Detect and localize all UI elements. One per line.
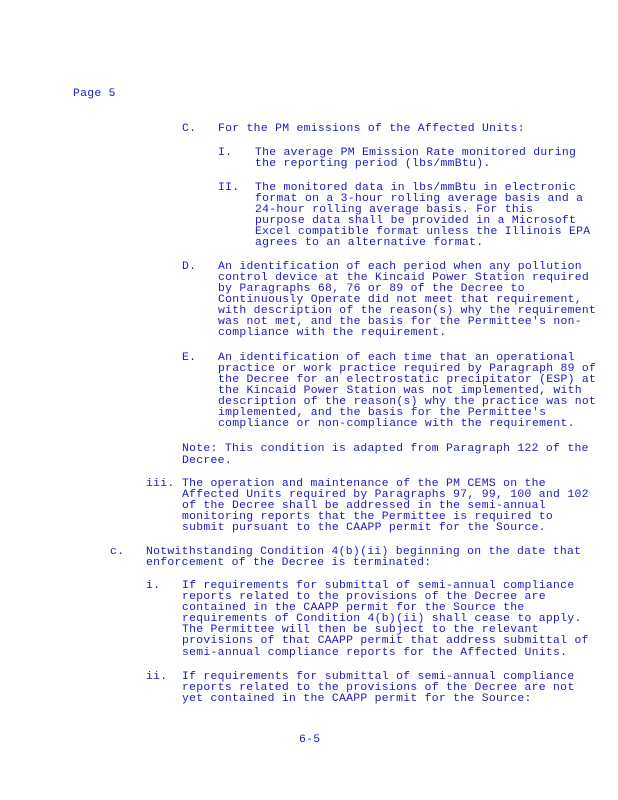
text-line: 24-hour rolling average basis. For this bbox=[255, 204, 534, 216]
text-line: monitoring reports that the Permittee is required to bbox=[182, 511, 554, 523]
text-line: semi-annual compliance reports for the Affected Units. bbox=[182, 647, 568, 659]
text-line: provisions of that CAAPP permit that address submittal of bbox=[182, 635, 589, 647]
text-line: the Decree for an electrostatic precipitator (ESP) at bbox=[218, 374, 597, 386]
text-line: enforcement of the Decree is terminated: bbox=[146, 557, 432, 569]
page-header-label: Page 5 bbox=[73, 88, 116, 100]
text-line: format on a 3-hour rolling average basis and a bbox=[255, 193, 584, 205]
section-c-label: c. bbox=[110, 546, 125, 558]
text-line: reports related to the provisions of the Decree are not bbox=[182, 682, 575, 694]
item-I-label: I. bbox=[218, 147, 233, 159]
text-line: agrees to an alternative format. bbox=[255, 237, 484, 249]
text-line: The average PM Emission Rate monitored during bbox=[255, 147, 577, 159]
page-number: 6-5 bbox=[299, 734, 321, 746]
text-line: If requirements for submittal of semi-annual compliance bbox=[182, 580, 575, 592]
text-line: Notwithstanding Condition 4(b)(ii) beginning on the date that bbox=[146, 546, 582, 558]
text-line: The Permittee will then be subject to the relevant bbox=[182, 624, 539, 636]
text-line: was not met, and the basis for the Permittee's non- bbox=[218, 316, 582, 328]
text-line: If requirements for submittal of semi-annual compliance bbox=[182, 671, 575, 683]
text-line: compliance or non-compliance with the requirement. bbox=[218, 418, 575, 430]
text-line: yet contained in the CAAPP permit for the Source: bbox=[182, 693, 532, 705]
section-C-text: For the PM emissions of the Affected Units: bbox=[218, 123, 525, 135]
text-line: Decree. bbox=[182, 455, 232, 467]
text-line: The monitored data in lbs/mmBtu in electronic bbox=[255, 182, 577, 194]
text-line: Affected Units required by Paragraphs 97, 99, 100 and 102 bbox=[182, 489, 589, 501]
text-line: implemented, and the basis for the Permittee's bbox=[218, 407, 547, 419]
text-line: the Kincaid Power Station was not implemented, with bbox=[218, 385, 582, 397]
text-line: submit pursuant to the CAAPP permit for the Source. bbox=[182, 522, 546, 534]
text-line: Note: This condition is adapted from Paragraph 122 of the bbox=[182, 443, 589, 455]
text-line: with description of the reason(s) why the requirement bbox=[218, 305, 597, 317]
text-line: of the Decree shall be addressed in the semi-annual bbox=[182, 500, 546, 512]
item-iii-label: iii. bbox=[146, 478, 175, 490]
section-C-label: C. bbox=[182, 123, 197, 135]
text-line: compliance with the requirement. bbox=[218, 327, 447, 339]
text-line: description of the reason(s) why the practice was not bbox=[218, 396, 597, 408]
text-line: Excel compatible format unless the Illinois EPA bbox=[255, 226, 591, 238]
section-E-label: E. bbox=[182, 352, 197, 364]
section-D-label: D. bbox=[182, 261, 197, 273]
text-line: An identification of each time that an operational bbox=[218, 352, 575, 364]
text-line: The operation and maintenance of the PM CEMS on the bbox=[182, 478, 546, 490]
text-line: reports related to the provisions of the Decree are bbox=[182, 591, 546, 603]
text-line: the reporting period (lbs/mmBtu). bbox=[255, 158, 491, 170]
text-line: practice or work practice required by Paragraph 89 of bbox=[218, 363, 597, 375]
item-II-label: II. bbox=[218, 182, 240, 194]
text-line: requirements of Condition 4(b)(ii) shall cease to apply. bbox=[182, 613, 582, 625]
text-line: An identification of each period when any pollution bbox=[218, 261, 582, 273]
item-ii-label: ii. bbox=[146, 671, 168, 683]
text-line: control device at the Kincaid Power Station required bbox=[218, 272, 590, 284]
text-line: purpose data shall be provided in a Microsoft bbox=[255, 215, 577, 227]
item-i-label: i. bbox=[146, 580, 161, 592]
text-line: contained in the CAAPP permit for the Source the bbox=[182, 602, 525, 614]
text-line: Continuously Operate did not meet that requirement, bbox=[218, 294, 582, 306]
text-line: by Paragraphs 68, 76 or 89 of the Decree to bbox=[218, 283, 525, 295]
